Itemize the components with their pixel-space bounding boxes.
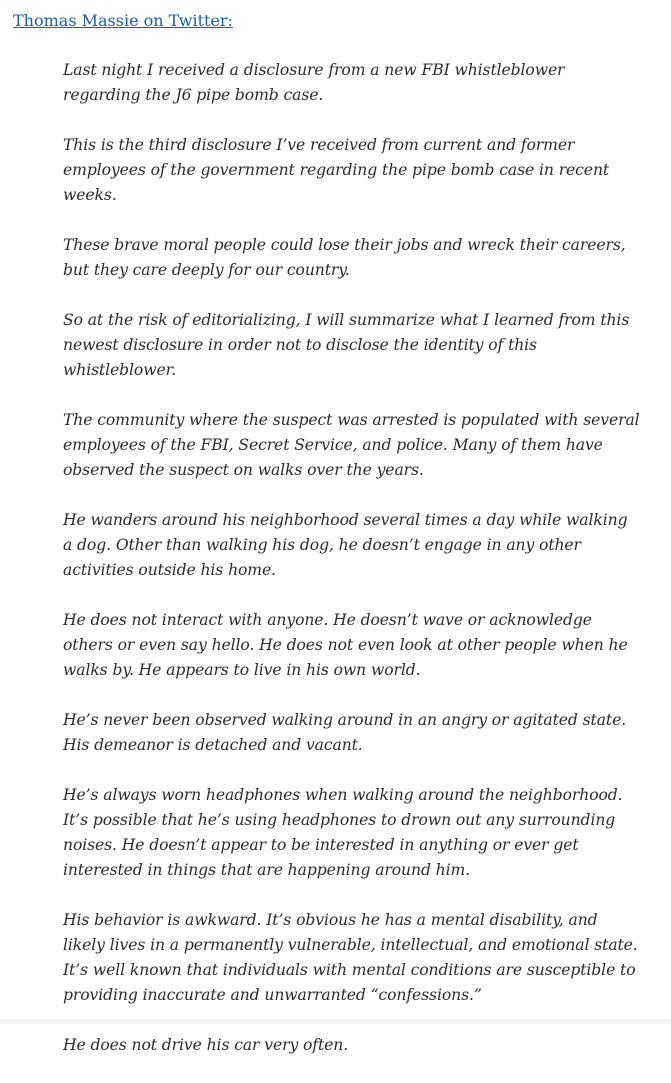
block-quote bbox=[63, 58, 641, 1083]
source-link-thomas-massie-twitter[interactable]: Thomas Massie on Twitter: bbox=[13, 11, 233, 30]
quote-paragraph: Last night I received a disclosure from a new FBI whistleblower regarding the J6 pipe bomb case. bbox=[63, 61, 565, 104]
quote-paragraph: These brave moral people could lose their jobs and wreck their careers, but they care deeply for our country. bbox=[63, 236, 626, 279]
quote-paragraph: He does not interact with anyone. He doesn’t wave or acknowledge others or even say hello. He does not even look at other people when he walks by. He appears to live in his own world. bbox=[63, 611, 628, 679]
quote-paragraph: So at the risk of editorializing, I will summarize what I learned from this newest disclosure in order not to disclose the identity of this whistleblower. bbox=[63, 311, 630, 379]
quote-paragraph: He’s always worn headphones when walking around the neighborhood. It’s possible that he’s using headphones to drown out any surrounding noises. He doesn’t appear to be interested in anything or ever get interested in things that are happening around him. bbox=[63, 786, 623, 879]
quote-paragraph: This is the third disclosure I’ve received from current and former employees of the government regarding the pipe bomb case in recent weeks. bbox=[63, 136, 610, 204]
quote-paragraph: The community where the suspect was arrested is populated with several employees of the FBI, Secret Service, and police. Many of them have observed the suspect on walks over the years. bbox=[63, 411, 640, 479]
quote-paragraph: He wanders around his neighborhood several times a day while walking a dog. Other than walking his dog, he doesn’t engage in any other activities outside his home. bbox=[63, 511, 628, 579]
quote-paragraph: He does not drive his car very often. bbox=[63, 1036, 349, 1054]
quote-paragraph: He’s never been observed walking around in an angry or agitated state. His demeanor is detached and vacant. bbox=[63, 711, 627, 754]
bottom-divider bbox=[0, 1019, 671, 1024]
quote-paragraph: His behavior is awkward. It’s obvious he has a mental disability, and likely lives in a permanently vulnerable, intellectual, and emotional state. It’s well known that individuals with mental conditions are susceptible to providing inaccurate and unwarranted “confessions.” bbox=[63, 911, 638, 1004]
